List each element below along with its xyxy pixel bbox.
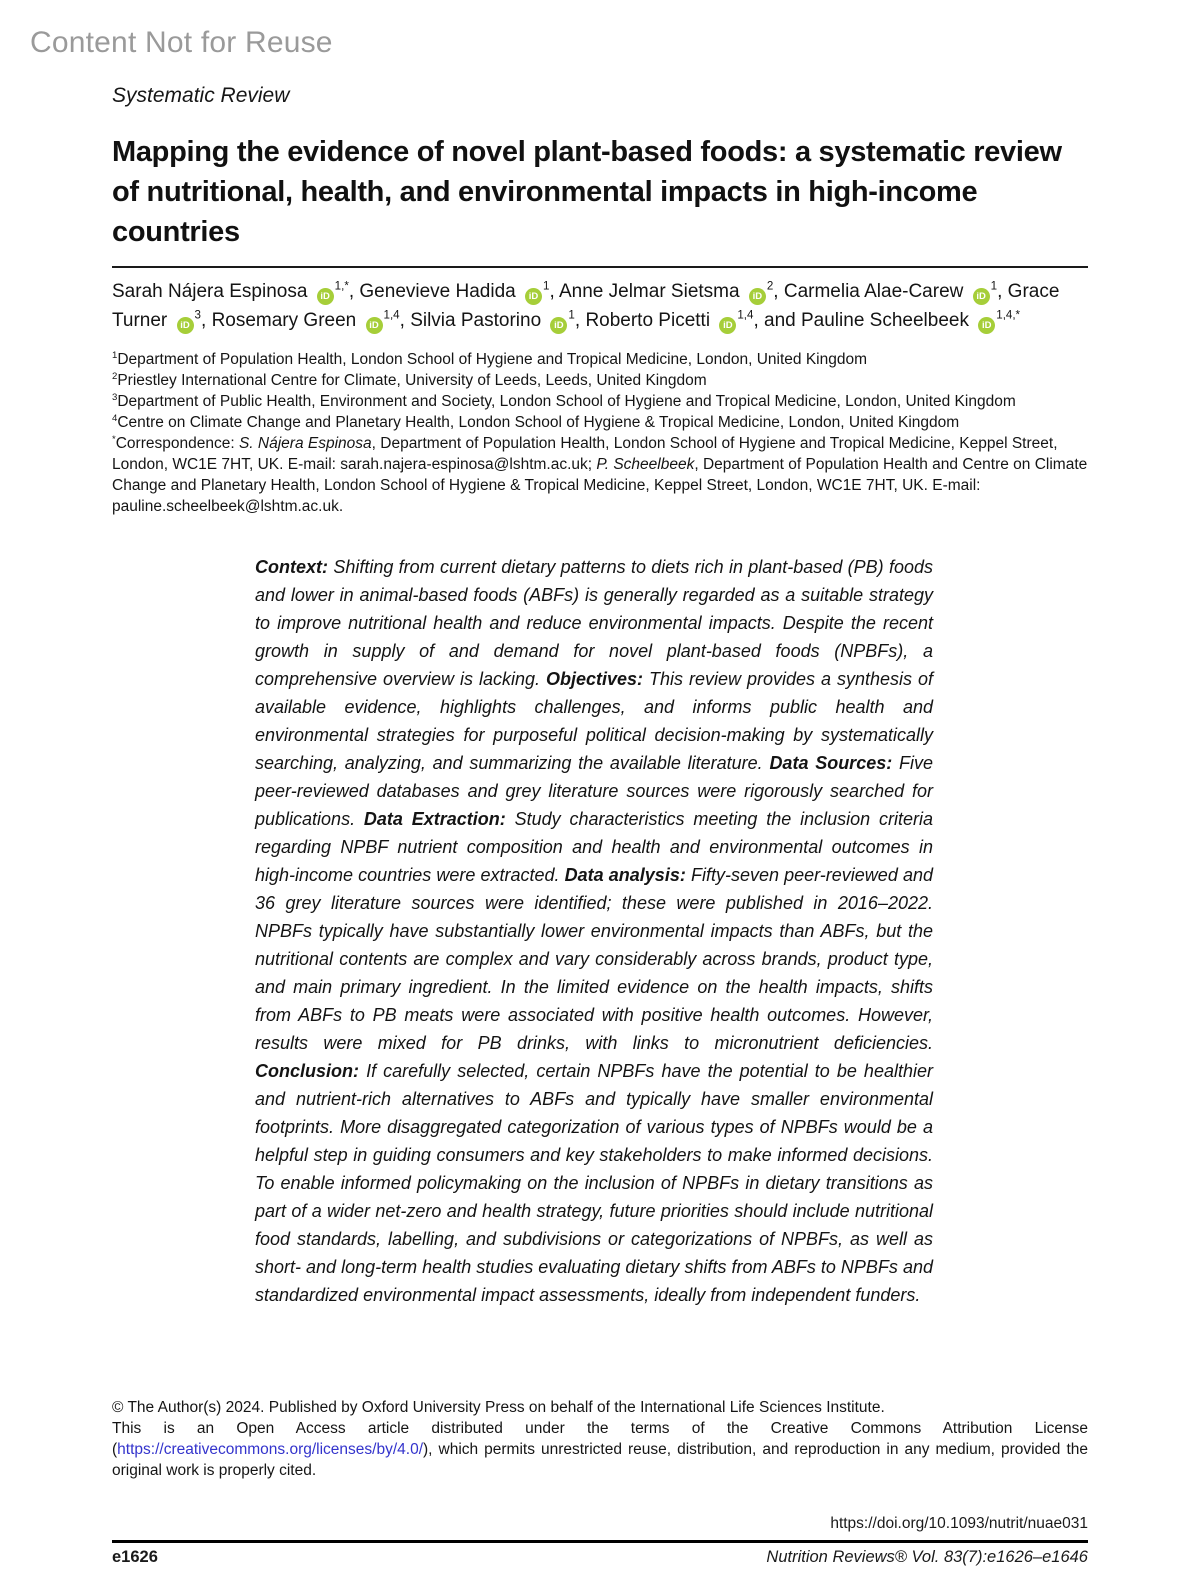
- footer-row: [112, 1548, 1088, 1567]
- author-name: Carmelia Alae-Carew: [783, 281, 964, 302]
- correspondence-segment: S. Nájera Espinosa: [238, 435, 372, 452]
- author-affiliation-sup: 1: [568, 309, 575, 322]
- author-affiliation-sup: 3: [194, 309, 201, 322]
- author-line: Sarah Nájera Espinosa $iD^{1,*}$, Genevieve Hadida $iD^1$, Anne Jelmar Sietsma $iD^2$, Carmelia Alae-Carew $iD^1$, Grace Turner $iD^3$, Rosemary Green iD$^{1,4}$, Silvia Pastorino $iD^1$, Roberto Picetti iD$^{1,4}$, and Pauline Scheelbeek $iD^{1,4,*}$: [112, 277, 1088, 335]
- affiliation-item: $^3$Department of Public Health, Environment and Society, London School of Hygiene and Tropical Medicine, London, United Kingdom: [112, 391, 1016, 410]
- abstract-section-text: Fifty-seven peer-reviewed and 36 grey literature sources were identified; these were published in 2016–2022. NPBFs typically have substantially lower environmental impacts than ABFs, but the nutritional contents are complex and vary considerably across brands, product type, and main primary ingredient. In the limited evidence on the health impacts, shifts from ABFs to PB meats were associated with positive health outcomes. However, results were mixed for PB drinks, with links to micronutrient deficiencies.: [255, 865, 933, 1053]
- copyright-footnote: [112, 1397, 1088, 1481]
- abstract-section-label: Context:: [255, 557, 328, 577]
- orcid-icon[interactable]: iD: [749, 288, 766, 305]
- affiliation-sup: 1: [112, 349, 118, 361]
- author-name: Rosemary Green: [211, 310, 357, 331]
- author-affiliation-sup: 1: [990, 280, 998, 293]
- abstract-section-label: Data analysis:: [564, 865, 686, 885]
- author-affiliation-sup: 1: [543, 280, 550, 293]
- affiliation-list: [112, 349, 1088, 433]
- affiliation-item: $^2$Priestley International Centre for Climate, University of Leeds, Leeds, United Kingdom: [112, 370, 707, 389]
- author-affiliation-sup: 2: [766, 280, 774, 293]
- orcid-icon[interactable]: iD: [978, 317, 995, 334]
- page-number: e1626: [112, 1548, 158, 1566]
- abstract-section-label: Data Extraction:: [363, 809, 506, 829]
- affiliation-item: $^4$Centre on Climate Change and Planetary Health, London School of Hygiene & Tropical Medicine, London, United Kingdom: [112, 412, 960, 431]
- correspondence-segment: , Department of Population Health, London School of Hygiene and Tropical Medicine, Keppel Street, London, WC1E 7HT, UK. E-mail: sarah.najera-espinosa@lshtm.ac.uk;: [112, 435, 1058, 473]
- author-name: Genevieve Hadida: [359, 281, 516, 302]
- journal-volume-line: Nutrition Reviews® Vol. 83(7):e1626–e1646: [766, 1548, 1088, 1566]
- author-name: Pauline Scheelbeek: [801, 310, 969, 331]
- orcid-icon[interactable]: iD: [719, 317, 736, 334]
- license-link[interactable]: https://creativecommons.org/licenses/by/4.0/: [117, 1441, 424, 1458]
- correspondence-segment: Correspondence:: [115, 435, 239, 452]
- correspondence-note: [112, 433, 1088, 517]
- content-not-for-reuse-watermark: Content Not for Reuse: [30, 26, 333, 59]
- author-name: Anne Jelmar Sietsma: [558, 281, 740, 302]
- orcid-icon[interactable]: iD: [973, 288, 990, 305]
- abstract-section-label: Objectives:: [546, 669, 644, 689]
- author-name: Sarah Nájera Espinosa: [112, 281, 308, 302]
- orcid-icon[interactable]: iD: [550, 317, 567, 334]
- title-divider: [112, 266, 1088, 268]
- author-affiliation-sup: 1,4: [383, 309, 400, 322]
- author-affiliation-sup: 1,*: [334, 280, 349, 293]
- affiliation-sup: 4: [112, 412, 118, 424]
- article-type-label: Systematic Review: [112, 84, 290, 107]
- abstract-section-label: Conclusion:: [255, 1061, 359, 1081]
- correspondence-segment: P. Scheelbeek: [596, 456, 695, 473]
- author-name: Silvia Pastorino: [410, 310, 542, 331]
- author-name: Grace Turner: [112, 281, 1060, 331]
- abstract-section-label: Data Sources:: [769, 753, 893, 773]
- copyright-line: © The Author(s) 2024. Published by Oxford University Press on behalf of the International Life Sciences Institute.: [112, 1399, 885, 1416]
- correspondence-marker: *: [112, 433, 116, 445]
- abstract-section-text: If carefully selected, certain NPBFs have the potential to be healthier and nutrient-rich alternatives to ABFs and typically have smaller environmental footprints. More disaggregated categorization of various types of NPBFs would be a helpful step in guiding consumers and key stakeholders to make informed decisions. To enable informed policymaking on the inclusion of NPBFs in dietary transitions as part of a wider net-zero and health strategy, future priorities should include nutritional food standards, labelling, and subdivisions or categorizations of NPBFs, as well as short- and long-term health studies evaluating dietary shifts from ABFs to NPBFs and standardized environmental impact assessments, ideally from independent funders.: [255, 1061, 933, 1305]
- affiliation-sup: 2: [112, 370, 118, 382]
- orcid-icon[interactable]: iD: [317, 288, 334, 305]
- doi-line: https://doi.org/10.1093/nutrit/nuae031: [830, 1515, 1088, 1532]
- license-text-post: ), which permits unrestricted reuse, distribution, and reproduction in any medium, provided the original work is properly cited.: [112, 1441, 1088, 1479]
- author-name: Roberto Picetti: [585, 310, 711, 331]
- footer-divider: [112, 1540, 1088, 1543]
- license-text-pre: This is an Open Access article distributed under the terms of the Creative Commons Attribution License (: [112, 1420, 1088, 1458]
- license-paragraph: [112, 1418, 1088, 1481]
- orcid-icon[interactable]: iD: [177, 317, 194, 334]
- abstract-section-text: This review provides a synthesis of available evidence, highlights challenges, and informs public health and environmental strategies for purposeful political decision-making by systematically searching, analyzing, and summarizing the available literature.: [255, 669, 933, 773]
- affiliation-item: $^1$Department of Population Health, London School of Hygiene and Tropical Medicine, London, United Kingdom: [112, 349, 867, 368]
- abstract: [255, 553, 933, 1309]
- abstract-section-text: Five peer-reviewed databases and grey literature sources were rigorously searched for publications.: [255, 753, 933, 829]
- affiliation-sup: 3: [112, 391, 118, 403]
- orcid-icon[interactable]: iD: [366, 317, 383, 334]
- author-affiliation-sup: 1,4,*: [996, 309, 1021, 322]
- orcid-icon[interactable]: iD: [525, 288, 542, 305]
- abstract-section-text: Study characteristics meeting the inclusion criteria regarding NPBF nutrient composition and health and environmental outcomes in high-income countries were extracted.: [255, 809, 933, 885]
- correspondence-segment: , Department of Population Health and Centre on Climate Change and Planetary Health, London School of Hygiene & Tropical Medicine, Keppel Street, London, WC1E 7HT, UK. E-mail: pauline.scheelbeek@lshtm.ac.uk.: [112, 456, 1088, 515]
- affiliations-block: [112, 349, 1088, 517]
- author-affiliation-sup: 1,4: [737, 309, 754, 322]
- abstract-section-text: Shifting from current dietary patterns to diets rich in plant-based (PB) foods and lower in animal-based foods (ABFs) is generally regarded as a suitable strategy to improve nutritional health and reduce environmental impacts. Despite the recent growth in supply of and demand for novel plant-based foods (NPBFs), a comprehensive overview is lacking.: [255, 557, 933, 689]
- article-title: Mapping the evidence of novel plant-based foods: a systematic review of nutritional, health, and environmental impacts in high-income countries: [112, 136, 1062, 248]
